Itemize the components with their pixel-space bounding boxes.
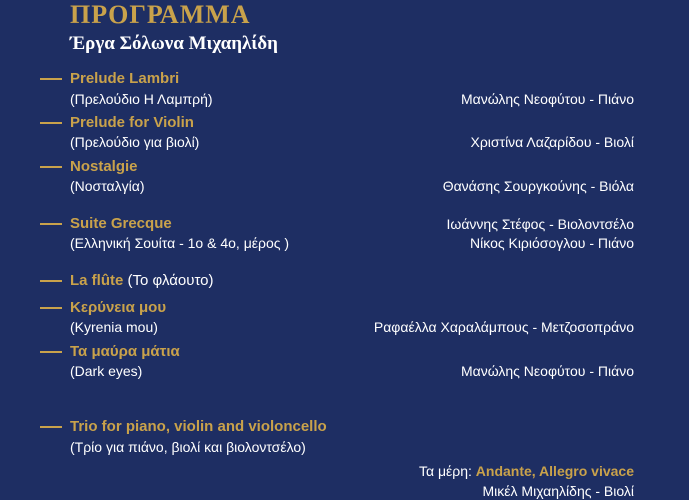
- piece-title-text: La flûte: [70, 272, 124, 289]
- trio-parts-label: Τα μέρη:: [418, 463, 476, 479]
- piece-translation: (Kyrenia mou): [70, 319, 158, 335]
- performer: Θανάσης Σουργκούνης - Βιόλα: [442, 178, 634, 194]
- program-subtitle: Έργα Σόλωνα Μιχαηλίδη: [70, 33, 278, 54]
- performer: Μανώλης Νεοφύτου - Πιάνο: [460, 91, 634, 107]
- performer: Ιωάννης Στέφος - Βιολοντσέλο: [446, 216, 634, 232]
- piece-title-translation: (Το φλάουτο): [123, 272, 214, 289]
- trio-parts: [419, 462, 634, 480]
- performer: Μανώλης Νεοφύτου - Πιάνο: [460, 363, 634, 379]
- bullet-dash: [40, 78, 62, 80]
- trio-performer: Μικέλ Μιχαηλίδης - Βιολί: [482, 483, 634, 499]
- program-title: ΠΡΟΓΡΑΜΜΑ: [70, 0, 251, 29]
- piece-title: Prelude Lambri: [70, 70, 180, 87]
- piece-title: [70, 272, 214, 290]
- piece-translation: (Νοσταλγία): [70, 178, 145, 194]
- bullet-dash: [40, 122, 62, 124]
- bullet-dash: [40, 426, 62, 428]
- performer: Ραφαέλλα Χαραλάμπους - Μετζοσοπράνο: [373, 319, 634, 335]
- piece-title: Suite Grecque: [70, 215, 172, 232]
- piece-title: Τα μαύρα μάτια: [70, 343, 180, 360]
- bullet-dash: [40, 223, 62, 225]
- piece-title: Κερύνεια μου: [70, 299, 167, 316]
- piece-translation: (Τρίο για πιάνο, βιολί και βιολοντσέλο): [70, 439, 306, 455]
- piece-title: Trio for piano, violin and violoncello: [70, 418, 327, 435]
- piece-title: Nostalgie: [70, 158, 138, 175]
- bullet-dash: [40, 307, 62, 309]
- bullet-dash: [40, 166, 62, 168]
- piece-translation: (Πρελούδιο για βιολί): [70, 134, 200, 150]
- piece-translation: (Ελληνική Σουίτα - 1ο & 4ο, μέρος ): [70, 235, 290, 251]
- trio-parts-value: Andante, Allegro vivace: [475, 463, 634, 479]
- piece-translation: (Πρελούδιο Η Λαμπρή): [70, 91, 213, 107]
- bullet-dash: [40, 351, 62, 353]
- bullet-dash: [40, 280, 62, 282]
- piece-translation: (Dark eyes): [70, 363, 143, 379]
- piece-title: Prelude for Violin: [70, 114, 194, 131]
- performer-secondary: Νίκος Κιριόσογλου - Πιάνο: [470, 235, 634, 251]
- performer: Χριστίνα Λαζαρίδου - Βιολί: [470, 134, 634, 150]
